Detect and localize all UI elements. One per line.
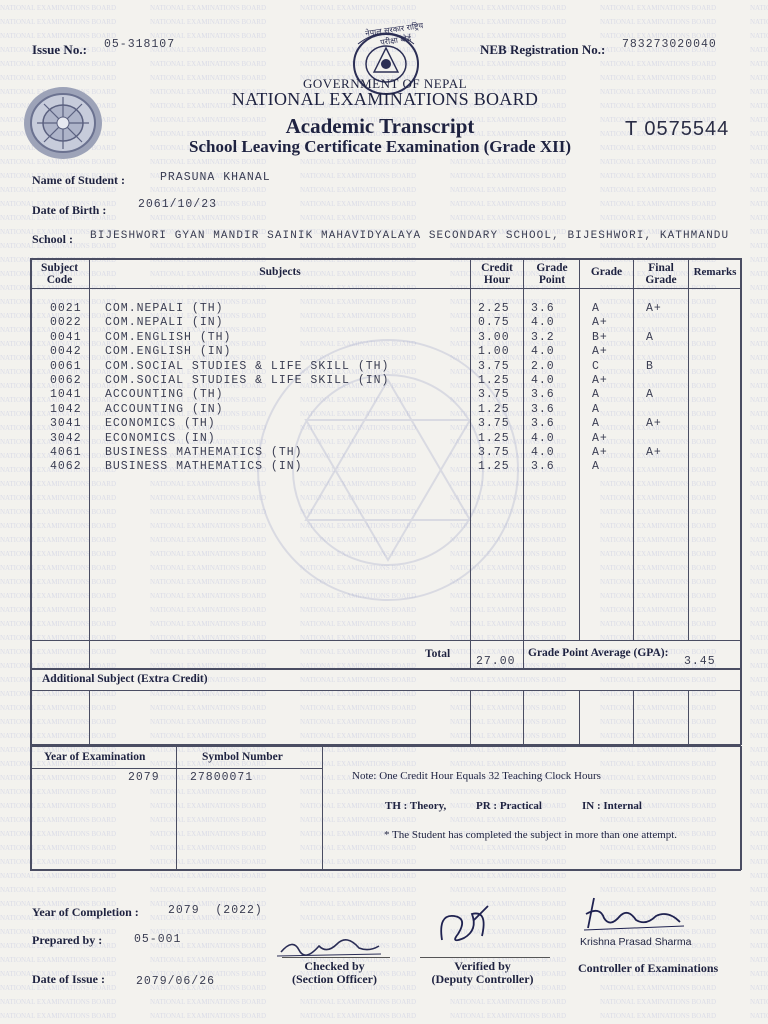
table-row bbox=[0, 360, 768, 375]
final-grade-cell: A+ bbox=[646, 302, 662, 315]
subject-code-cell: 0042 bbox=[50, 345, 82, 359]
table-row bbox=[0, 403, 768, 418]
symbol-number-label: Symbol Number bbox=[202, 751, 283, 763]
document-title: Academic Transcript bbox=[285, 114, 475, 138]
table-row bbox=[0, 316, 768, 331]
subject-name-cell: COM.NEPALI (IN) bbox=[105, 316, 224, 330]
header-remarks: Remarks bbox=[693, 266, 737, 278]
school-label: School : bbox=[32, 232, 74, 246]
subject-name-cell: COM.ENGLISH (IN) bbox=[105, 345, 232, 359]
credit-hour-cell: 3.75 bbox=[478, 359, 510, 373]
grade-cell: A bbox=[592, 460, 600, 474]
credit-hour-cell: 0.75 bbox=[478, 316, 510, 330]
credit-hour-cell: 3.00 bbox=[478, 330, 510, 344]
attempt-note: * The Student has completed the subject in more than one attempt. bbox=[384, 829, 678, 841]
grade-cell: A+ bbox=[592, 431, 608, 445]
grade-point-cell: 4.0 bbox=[531, 316, 555, 330]
deputy-controller-signature-icon bbox=[428, 900, 498, 960]
credit-hour-cell: 1.25 bbox=[478, 431, 510, 445]
grade-cell: A bbox=[592, 302, 600, 315]
gpa-value: 3.45 bbox=[684, 655, 716, 668]
emblem-text: नेपाल सरकार राष्ट्रिय परीक्षा बोर्ड bbox=[364, 21, 424, 48]
legend-practical: PR : Practical bbox=[476, 800, 542, 812]
prepared-by-value: 05-001 bbox=[134, 933, 182, 946]
table-row bbox=[0, 460, 768, 475]
table-row bbox=[0, 331, 768, 346]
neb-registration-value: 783273020040 bbox=[622, 38, 717, 51]
grade-point-cell: 3.6 bbox=[531, 460, 555, 474]
total-label: Total bbox=[425, 648, 451, 660]
grade-point-cell: 4.0 bbox=[531, 446, 555, 459]
final-grade-cell: A+ bbox=[646, 417, 662, 431]
neb-registration-label: NEB Registration No.: bbox=[480, 42, 606, 57]
table-row bbox=[0, 432, 768, 447]
issue-date-value: 2079/06/26 bbox=[136, 975, 216, 988]
student-name-value: PRASUNA KHANAL bbox=[160, 171, 271, 184]
final-grade-cell: A bbox=[646, 388, 654, 402]
table-row bbox=[0, 417, 768, 432]
symbol-number-value: 27800071 bbox=[190, 771, 254, 784]
credit-hour-note: Note: One Credit Hour Equals 32 Teaching Clock Hours bbox=[352, 770, 601, 782]
credit-hour-cell: 3.75 bbox=[478, 388, 510, 402]
subject-name-cell: COM.SOCIAL STUDIES & LIFE SKILL (IN) bbox=[105, 374, 390, 387]
controller-name: Krishna Prasad Sharma bbox=[580, 936, 692, 948]
subject-code-cell: 0021 bbox=[50, 302, 82, 315]
grade-cell: A+ bbox=[592, 345, 608, 359]
grade-point-cell: 4.0 bbox=[531, 431, 555, 445]
dob-value: 2061/10/23 bbox=[138, 198, 218, 211]
subject-code-cell: 1042 bbox=[50, 402, 82, 416]
credit-hour-cell: 3.75 bbox=[478, 446, 510, 459]
controller-title: Controller of Examinations bbox=[578, 961, 719, 975]
subject-code-cell: 0041 bbox=[50, 330, 82, 344]
school-value: BIJESHWORI GYAN MANDIR SAINIK MAHAVIDYALAYA SECONDARY SCHOOL, BIJESHWORI, KATHMANDU bbox=[90, 230, 730, 242]
subject-code-cell: 0022 bbox=[50, 316, 82, 330]
table-row bbox=[0, 374, 768, 389]
grade-cell: A+ bbox=[592, 374, 608, 387]
controller-signature-icon bbox=[580, 892, 690, 936]
header-grade: Grade bbox=[590, 266, 623, 278]
credit-hour-cell: 2.25 bbox=[478, 302, 510, 315]
board-title: NATIONAL EXAMINATIONS BOARD bbox=[231, 89, 539, 109]
serial-number: T 0575544 bbox=[625, 118, 730, 140]
subject-code-cell: 4062 bbox=[50, 460, 82, 474]
completion-value: 2079 (2022) bbox=[168, 904, 263, 917]
final-grade-cell: B bbox=[646, 359, 654, 373]
header-final-grade: Final Grade bbox=[645, 262, 677, 286]
government-title: GOVERNMENT OF NEPAL bbox=[302, 76, 468, 91]
gpa-label: Grade Point Average (GPA): bbox=[528, 647, 669, 659]
table-row bbox=[0, 345, 768, 360]
exam-title: School Leaving Certificate Examination (Grade XII) bbox=[189, 137, 571, 156]
final-grade-cell: A bbox=[646, 330, 654, 344]
table-row bbox=[0, 302, 768, 317]
dob-label: Date of Birth : bbox=[32, 203, 107, 217]
header-grade-point: Grade Point bbox=[536, 262, 568, 286]
legend-internal: IN : Internal bbox=[582, 800, 642, 812]
verified-by-caption: Verified by (Deputy Controller) bbox=[431, 959, 534, 986]
subject-code-cell: 4061 bbox=[50, 446, 82, 459]
issue-no-label: Issue No.: bbox=[32, 42, 87, 57]
header-credit-hour: Credit Hour bbox=[481, 262, 513, 286]
prepared-by-label: Prepared by : bbox=[32, 933, 103, 947]
subject-code-cell: 0061 bbox=[50, 359, 82, 373]
credit-hour-cell: 1.25 bbox=[478, 374, 510, 387]
header-subjects: Subjects bbox=[259, 266, 301, 278]
credit-hour-cell: 1.25 bbox=[478, 402, 510, 416]
credit-hour-cell: 3.75 bbox=[478, 417, 510, 431]
additional-subject-label: Additional Subject (Extra Credit) bbox=[42, 673, 208, 685]
subject-code-cell: 3042 bbox=[50, 431, 82, 445]
issue-no-value: 05-318107 bbox=[104, 38, 176, 51]
grade-point-cell: 4.0 bbox=[531, 374, 555, 387]
table-row bbox=[0, 446, 768, 461]
grade-cell: A bbox=[592, 402, 600, 416]
legend-theory: TH : Theory, bbox=[385, 800, 447, 812]
subject-name-cell: ECONOMICS (IN) bbox=[105, 431, 216, 445]
subject-name-cell: ACCOUNTING (TH) bbox=[105, 388, 224, 402]
subject-name-cell: ECONOMICS (TH) bbox=[105, 417, 216, 431]
grade-cell: A+ bbox=[592, 446, 608, 459]
hologram-seal-icon bbox=[22, 85, 104, 161]
grade-point-cell: 2.0 bbox=[531, 359, 555, 373]
grade-point-cell: 4.0 bbox=[531, 345, 555, 359]
grade-cell: A bbox=[592, 388, 600, 402]
subject-code-cell: 0062 bbox=[50, 374, 82, 387]
final-grade-cell: A+ bbox=[646, 446, 662, 459]
grade-point-cell: 3.6 bbox=[531, 302, 555, 315]
subject-name-cell: COM.SOCIAL STUDIES & LIFE SKILL (TH) bbox=[105, 359, 390, 373]
header-subject-code: Subject Code bbox=[40, 262, 79, 286]
year-of-exam-value: 2079 bbox=[128, 771, 160, 784]
issue-date-label: Date of Issue : bbox=[32, 972, 105, 986]
table-row bbox=[0, 388, 768, 403]
student-name-label: Name of Student : bbox=[32, 173, 125, 187]
grade-point-cell: 3.2 bbox=[531, 330, 555, 344]
checked-by-caption: Checked by (Section Officer) bbox=[292, 959, 377, 986]
subject-name-cell: BUSINESS MATHEMATICS (IN) bbox=[105, 460, 303, 474]
subject-code-cell: 3041 bbox=[50, 417, 82, 431]
subject-code-cell: 1041 bbox=[50, 388, 82, 402]
grade-cell: A bbox=[592, 417, 600, 431]
subject-name-cell: COM.ENGLISH (TH) bbox=[105, 330, 232, 344]
grade-point-cell: 3.6 bbox=[531, 417, 555, 431]
grade-point-cell: 3.6 bbox=[531, 402, 555, 416]
total-credit-value: 27.00 bbox=[476, 655, 516, 668]
subject-name-cell: BUSINESS MATHEMATICS (TH) bbox=[105, 446, 303, 459]
credit-hour-cell: 1.00 bbox=[478, 345, 510, 359]
year-of-exam-label: Year of Examination bbox=[44, 751, 146, 763]
subject-name-cell: ACCOUNTING (IN) bbox=[105, 402, 224, 416]
subject-name-cell: COM.NEPALI (TH) bbox=[105, 302, 224, 315]
grade-cell: B+ bbox=[592, 330, 608, 344]
completion-label: Year of Completion : bbox=[32, 905, 139, 919]
credit-hour-cell: 1.25 bbox=[478, 460, 510, 474]
grade-point-cell: 3.6 bbox=[531, 388, 555, 402]
grade-cell: A+ bbox=[592, 316, 608, 330]
grade-cell: C bbox=[592, 359, 600, 373]
